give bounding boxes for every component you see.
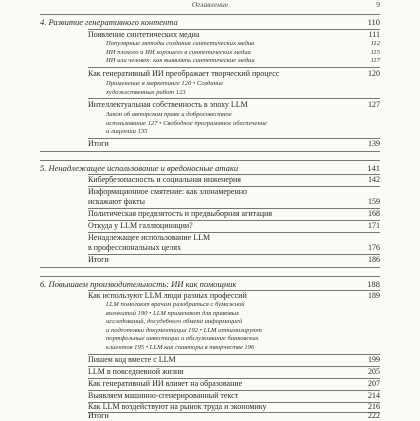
subtopic: ИИ плохого и ИИ хорошего в синтетических медиа 115 [106,48,380,56]
divider [40,151,380,152]
running-header [40,0,380,10]
subtopic: ИИ или человек: как выявлять синтетические медиа 117 [106,57,380,64]
subtopic: Закон об авторском праве и добросовестное [106,111,232,118]
toc-subtopics [106,111,372,137]
divider [88,67,380,68]
divider [40,267,380,268]
divider [88,98,380,99]
subtopic: портфельные инвестиции и обслуживание банковских [106,335,259,342]
subtopic: Популярные методы создания синтетических медиа 112 [106,40,380,47]
toc-subtopics [106,80,372,97]
subtopic: и лицензии 135 [106,128,148,135]
toc-entry: Ненадлежащее использование LLM в профессиональных целях 176 [88,233,380,252]
subtopic: исследований, досудебного обмена информацией [106,318,243,325]
toc-subtopics [106,301,372,352]
subtopic: клиентов 195 • LLM как соавторы в творчестве 196 [106,343,255,351]
book-page: Оглавление 9 4. Развитие генеративного контента 110 Появление синтетических медиа 111 Популярные методы создания синтетических медиа 112 ИИ плохого и ИИ хорошего в синтетических медиа 115 ИИ или человек: как выявлять синтетические медиа 117 Как генеративный ИИ преображает творческий процесс 120 Применение в маркетинге 120 • Создание художественных работ 123 Интеллектуальная собственность в эпоху LLM 127 Закон об авторском праве и добросовестное использование 127 • Свободное программное обеспечение и лицензии 135 Итоги 139 5. Ненадлежащее использование и вредоносные атаки 141 Кибербезопасность и социальная инженерия 142 Информационное смятение: как злонамеренно искажают факты 159 Политическая предвзятость и предвыборная агитация 168 Откуда у LLM галлюцинации? 171 Ненадлежащее использование LLM в профессиональных целях 176 Итоги 186 6. Повышаем производительность: ИИ как помощник 188 Как используют LLM люди разных профессий 189 LLM помогают врачам разобраться с бумажной волокитой 190 • LLM применяют для правовых исследований, досудебного обмена информацией и подготовки документации 192 • LLM оптимизируют портфельные инвестиции и обслуживание банковских клиентов 195 • LLM как соавторы в творчестве 196 Пишем код вместе с LLM 199 LLM в повседневной жизни 205 Как генеративный ИИ влияет на образование 207 Выявляем машинно-сгенерированный текст 214 Как LLM воздействуют на рынок труда и экономику 216 Итоги 222 [40,0,380,420]
subtopic: и подготовки документации 192 • LLM оптимизируют [106,326,262,334]
subtopic: Применение в маркетинге 120 • Создание [106,80,224,87]
divider [40,160,380,161]
running-header-title: Оглавление [191,0,229,9]
divider [40,14,380,15]
page-number: 9 [376,0,380,9]
subtopic: волокитой 190 • LLM применяют для правовых [106,309,240,317]
subtopic: использование 127 • Свободное программное обеспечение [106,119,267,127]
divider [40,276,380,277]
toc-subtopics [106,40,380,66]
toc-entry: Информационное смятение: как злонамеренно искажают факты 159 [88,187,380,206]
subtopic: художественных работ 123 [106,88,186,96]
subtopic: LLM помогают врачам разобраться с бумажной [106,301,245,308]
